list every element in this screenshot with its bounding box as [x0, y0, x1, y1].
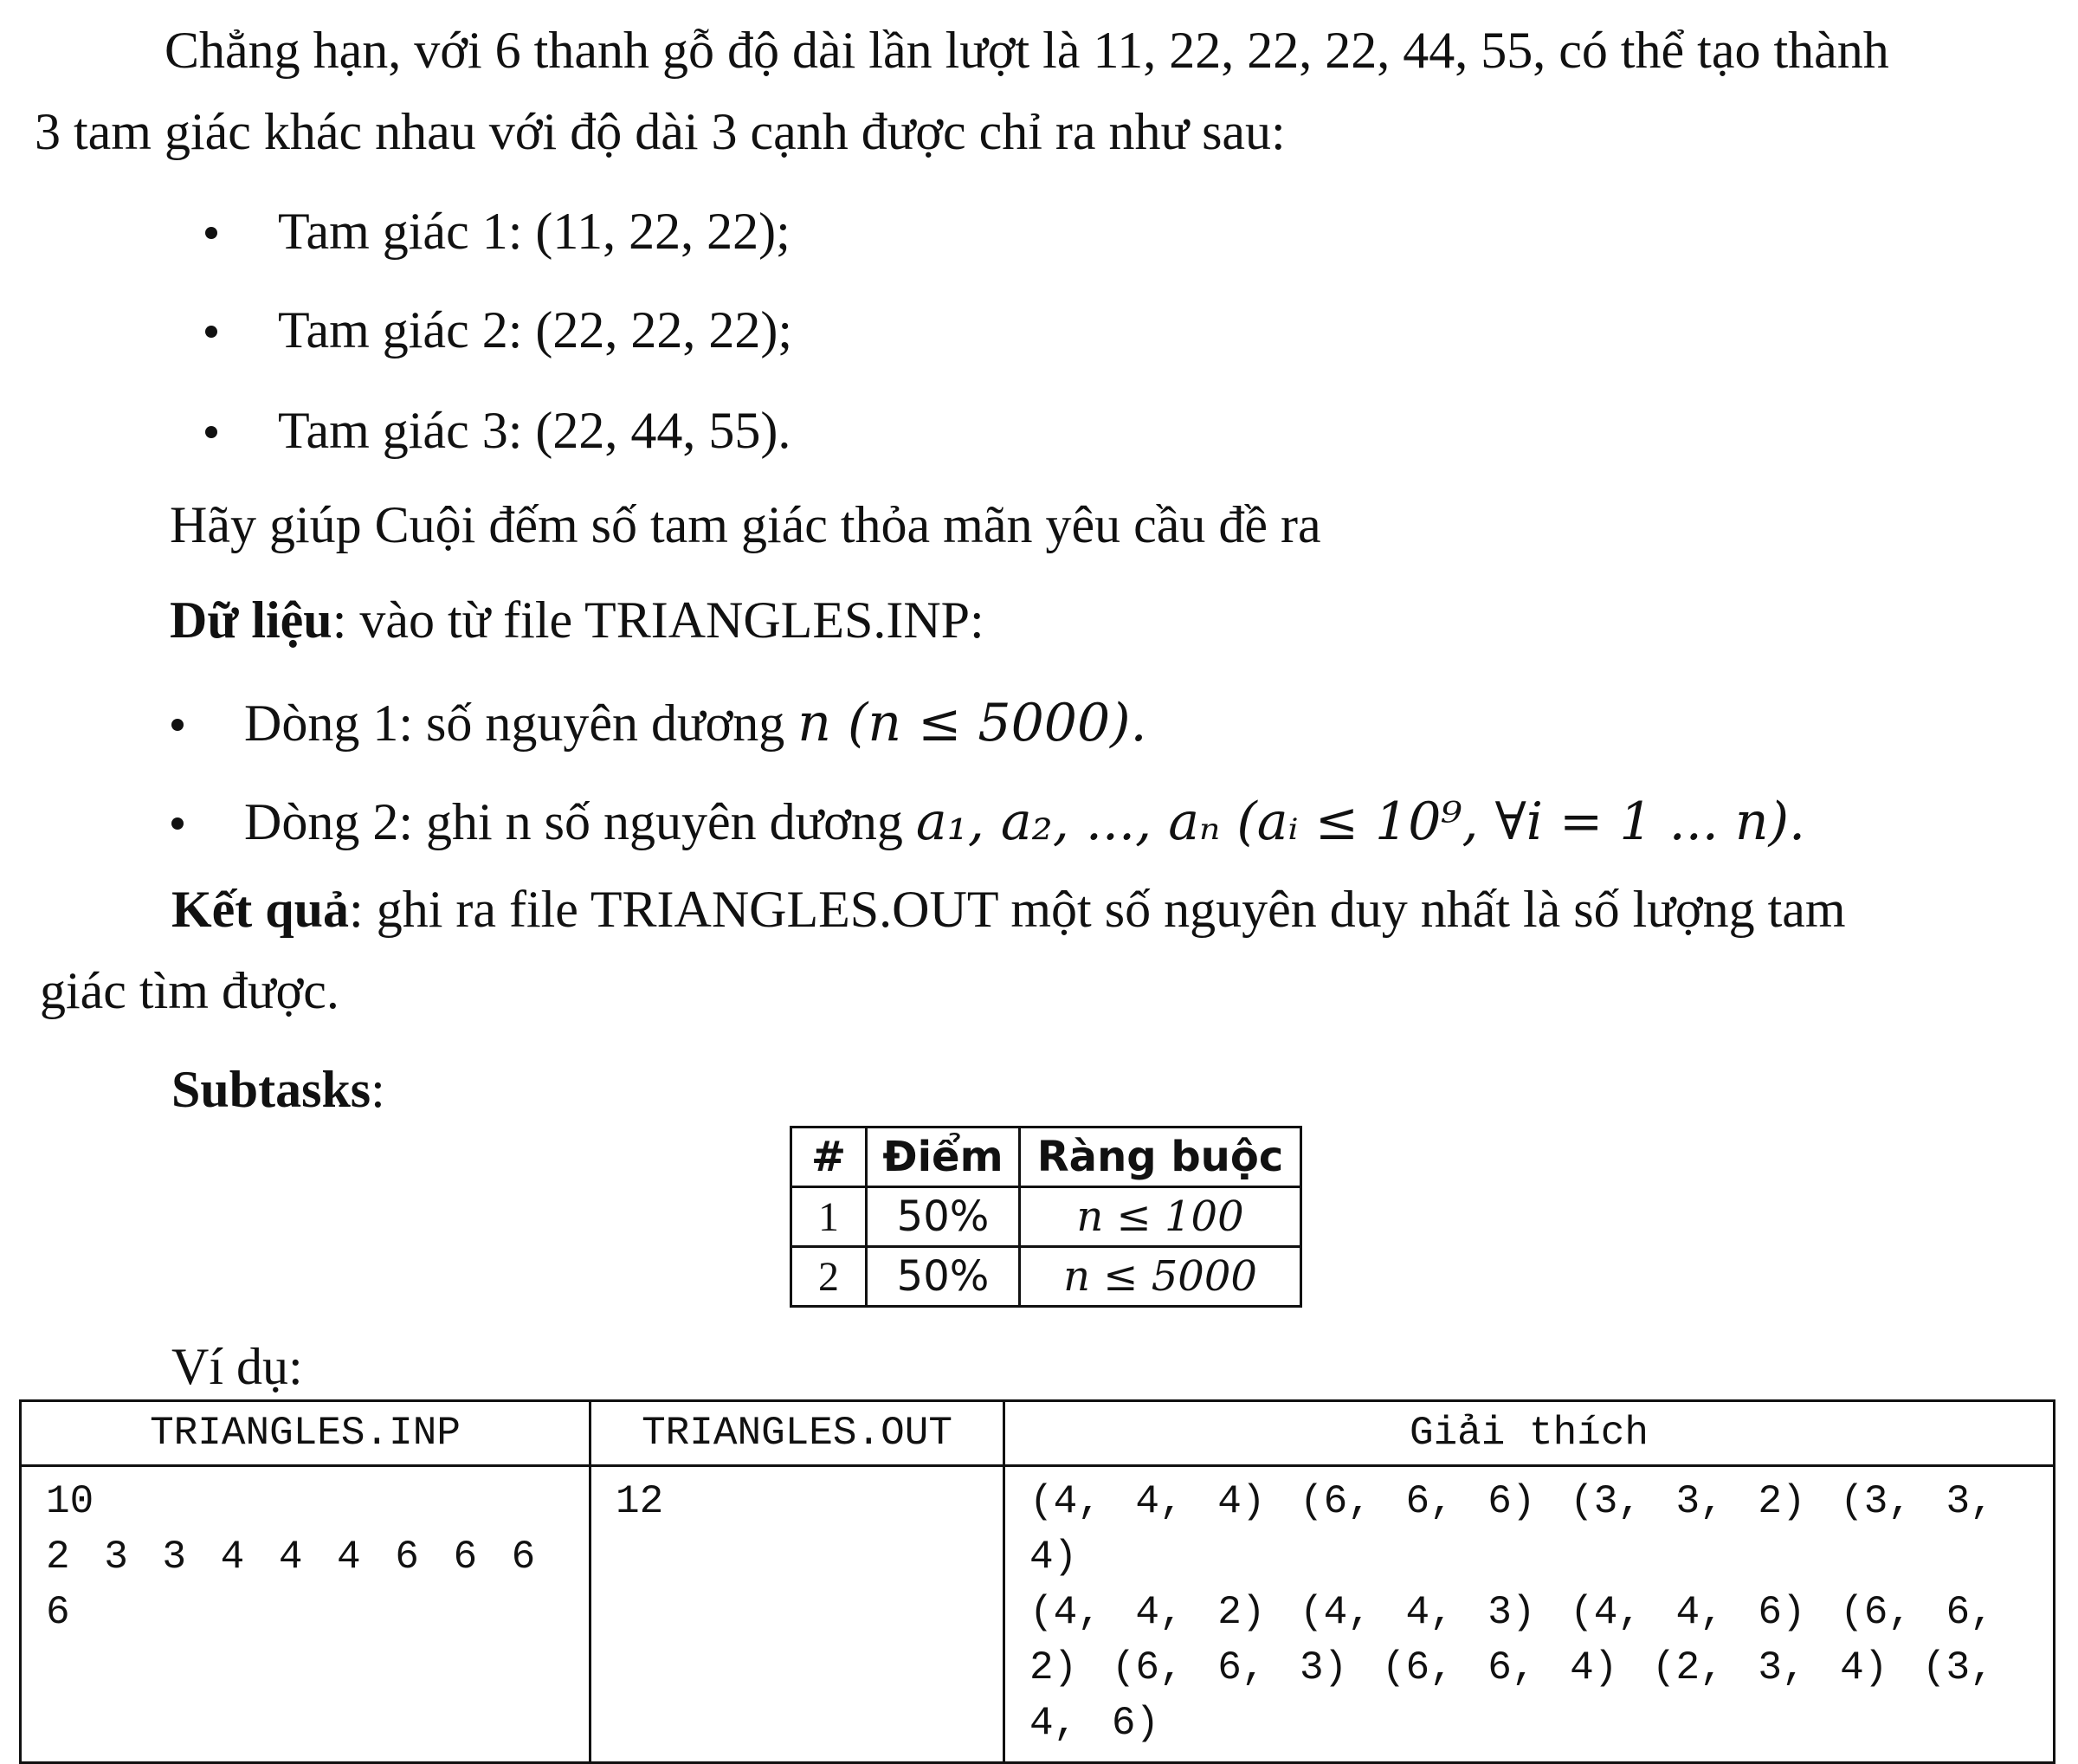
triangle-item-1: Tam giác 1: (11, 22, 22); — [205, 201, 791, 262]
subtasks-row — [791, 1187, 1301, 1247]
output-label: Kết quả — [171, 881, 350, 938]
example-header-row — [21, 1401, 2055, 1466]
example-header-input: TRIANGLES.INP — [21, 1401, 590, 1466]
output-line-2: giác tìm được. — [40, 962, 339, 1019]
subtasks-header-row — [791, 1128, 1301, 1187]
example-table — [19, 1399, 2055, 1764]
subtask-score: 50% — [867, 1247, 1020, 1307]
input-line-2: Dòng 2: ghi n số nguyên dương a₁, a₂, ..., aₙ (aᵢ ≤ 10⁹, ∀i = 1 ... n). — [171, 792, 1805, 852]
intro-line-1: Chẳng hạn, với 6 thanh gỗ độ dài lần lượt là 11, 22, 22, 22, 44, 55, có thể tạo thành — [165, 22, 1889, 79]
n-constraint-math: n (n ≤ 5000). — [797, 693, 1147, 753]
subtasks-row — [791, 1247, 1301, 1307]
triangle-item-2: Tam giác 2: (22, 22, 22); — [205, 300, 792, 360]
bullet-icon — [205, 227, 217, 239]
subtasks-header-id: # — [791, 1128, 867, 1187]
input-label: Dữ liệu — [170, 591, 332, 649]
subtasks-table — [790, 1126, 1302, 1308]
subtask-id: 2 — [791, 1247, 867, 1307]
example-explanation-content: (4, 4, 4) (6, 6, 6) (3, 3, 2) (3, 3, 4) (4, 4, 2) (4, 4, 3) (4, 4, 6) (6, 6, 2) (6, 6, 3) (6, 6, 4) (2, 3, 4) (3, 4, 6) — [1029, 1479, 1994, 1746]
intro-line-2: 3 tam giác khác nhau với độ dài 3 cạnh được chỉ ra như sau: — [35, 103, 1286, 160]
bullet-icon — [205, 326, 217, 338]
subtasks-heading: Subtasks: — [171, 1061, 385, 1118]
example-header-explanation: Giải thích — [1004, 1401, 2055, 1466]
example-input-content: 10 2 3 3 4 4 4 6 6 6 6 — [46, 1479, 536, 1635]
task-statement: Hãy giúp Cuội đếm số tam giác thỏa mãn yêu cầu đề ra — [170, 496, 1321, 553]
input-line-1: Dòng 1: số nguyên dương n (n ≤ 5000). — [171, 693, 1147, 753]
subtasks-header-constraint: Ràng buộc — [1020, 1128, 1301, 1187]
bullet-icon — [205, 426, 217, 438]
output-line-1: Kết quả: ghi ra file TRIANGLES.OUT một số nguyên duy nhất là số lượng tam — [171, 881, 1846, 938]
example-row — [21, 1466, 2055, 1763]
subtasks-header-score: Điểm — [867, 1128, 1020, 1187]
subtask-id: 1 — [791, 1187, 867, 1247]
triangle-item-3: Tam giác 3: (22, 44, 55). — [205, 400, 791, 461]
subtask-constraint: n ≤ 100 — [1020, 1187, 1301, 1247]
subtask-constraint: n ≤ 5000 — [1020, 1247, 1301, 1307]
bullet-icon — [171, 817, 184, 830]
bullet-icon — [171, 719, 184, 731]
example-header-output: TRIANGLES.OUT — [590, 1401, 1004, 1466]
subtask-score: 50% — [867, 1187, 1020, 1247]
a-constraint-math: a₁, a₂, ..., aₙ (aᵢ ≤ 10⁹, ∀i = 1 ... n). — [915, 792, 1806, 852]
example-output-content: 12 — [616, 1479, 664, 1524]
input-heading: Dữ liệu: vào từ file TRIANGLES.INP: — [170, 591, 984, 649]
example-heading: Ví dụ: — [171, 1338, 303, 1395]
